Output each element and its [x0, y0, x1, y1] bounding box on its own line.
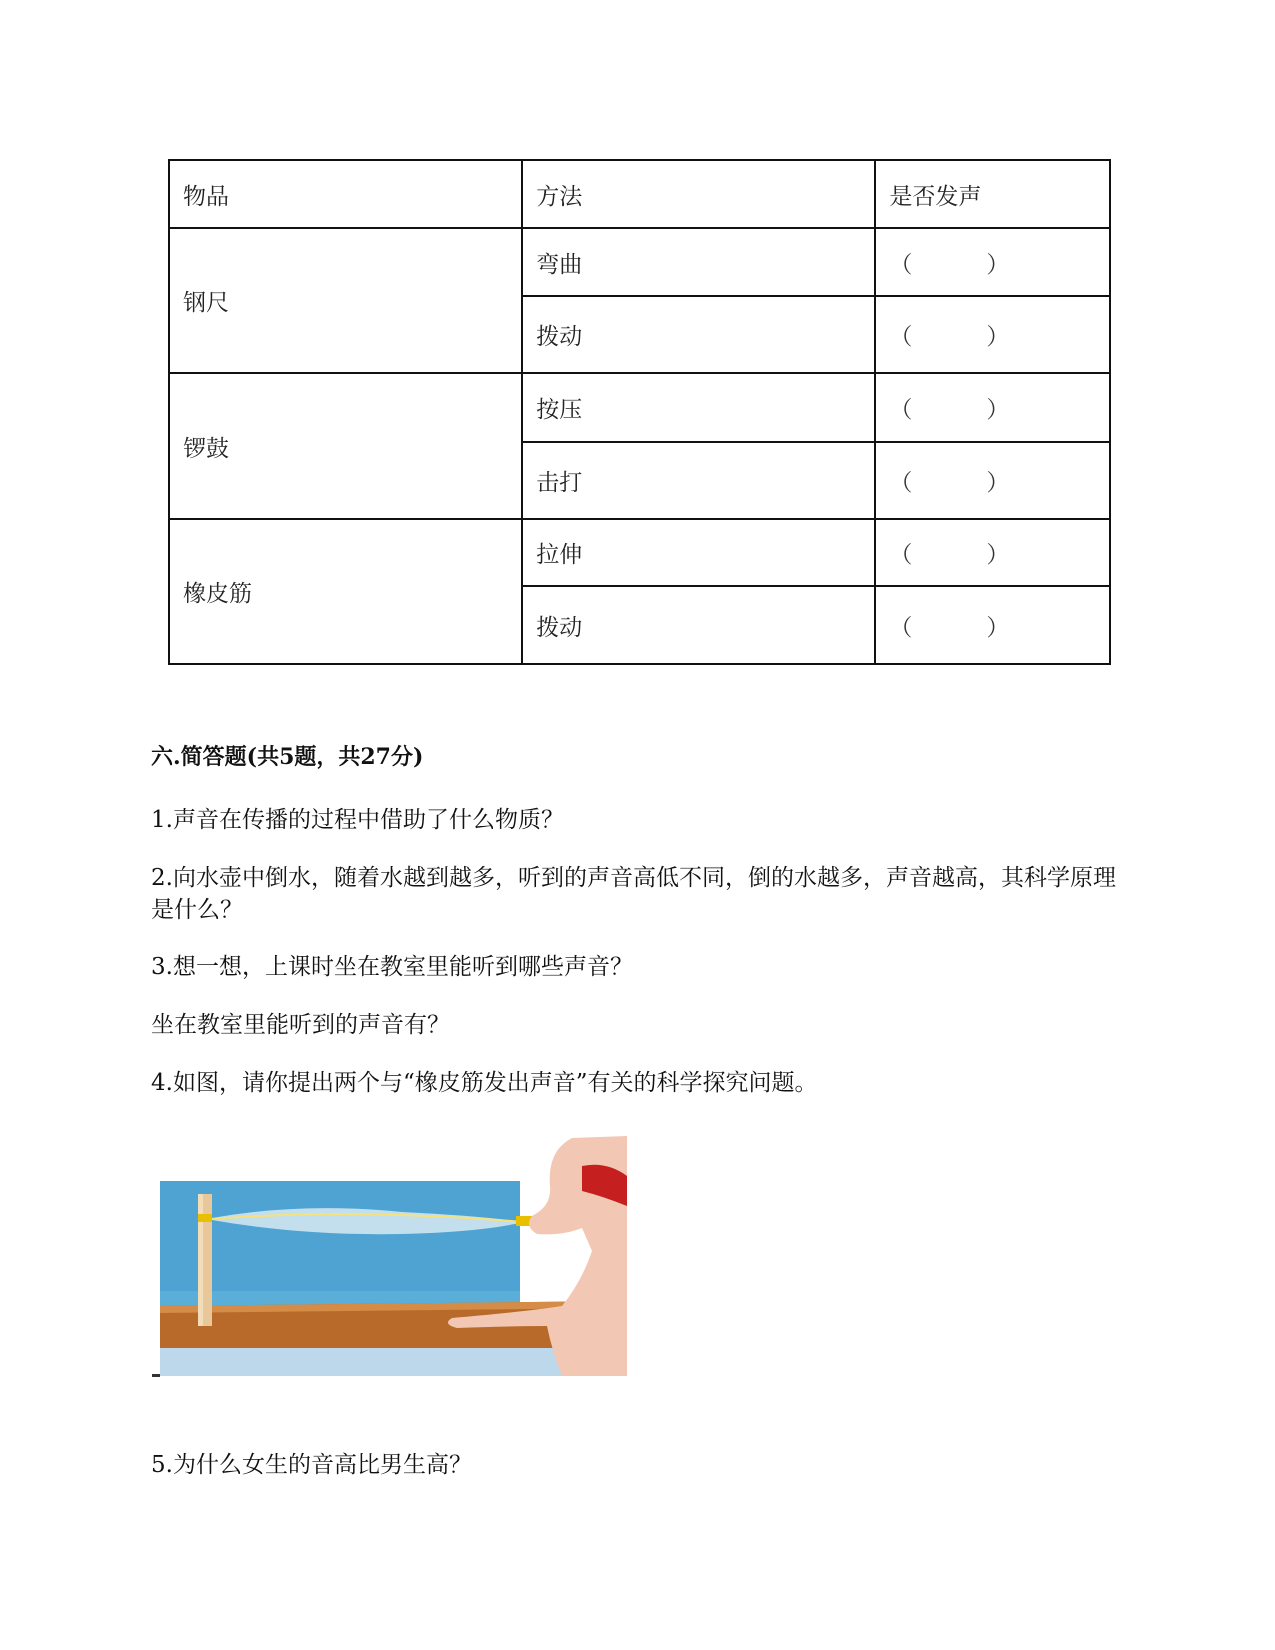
rubber-band-experiment-photo [152, 1136, 627, 1386]
header-method: 方法 [522, 160, 875, 228]
item-cell: 锣鼓 [169, 373, 522, 519]
answer-blank[interactable]: （ ） [875, 296, 1110, 373]
question-3-followup: 坐在教室里能听到的声音有？ [151, 1012, 450, 1038]
item-cell: 橡皮筋 [169, 519, 522, 664]
method-cell: 击打 [522, 442, 875, 519]
method-cell: 拉伸 [522, 519, 875, 586]
header-sound: 是否发声 [875, 160, 1110, 228]
item-cell: 钢尺 [169, 228, 522, 373]
question-5: 5.为什么女生的音高比男生高？ [151, 1452, 472, 1478]
method-cell: 弯曲 [522, 228, 875, 296]
answer-blank[interactable]: （ ） [875, 442, 1110, 519]
method-cell: 拨动 [522, 586, 875, 664]
answer-blank[interactable]: （ ） [875, 228, 1110, 296]
header-item: 物品 [169, 160, 522, 228]
method-cell: 拨动 [522, 296, 875, 373]
answer-blank[interactable]: （ ） [875, 586, 1110, 664]
question-2: 2.向水壶中倒水，随着水越到越多，听到的声音高低不同，倒的水越多，声音越高，其科学原理是什么？ [151, 865, 1116, 923]
answer-blank[interactable]: （ ） [875, 519, 1110, 586]
question-4: 4.如图，请你提出两个与“橡皮筋发出声音”有关的科学探究问题。 [151, 1070, 818, 1096]
sound-experiment-table [168, 159, 1111, 665]
section-title: 六.简答题(共5题，共27分) [151, 744, 424, 770]
method-cell: 按压 [522, 373, 875, 442]
answer-blank[interactable]: （ ） [875, 373, 1110, 442]
question-1: 1.声音在传播的过程中借助了什么物质？ [151, 807, 564, 833]
question-3: 3.想一想，上课时坐在教室里能听到哪些声音？ [151, 954, 633, 980]
